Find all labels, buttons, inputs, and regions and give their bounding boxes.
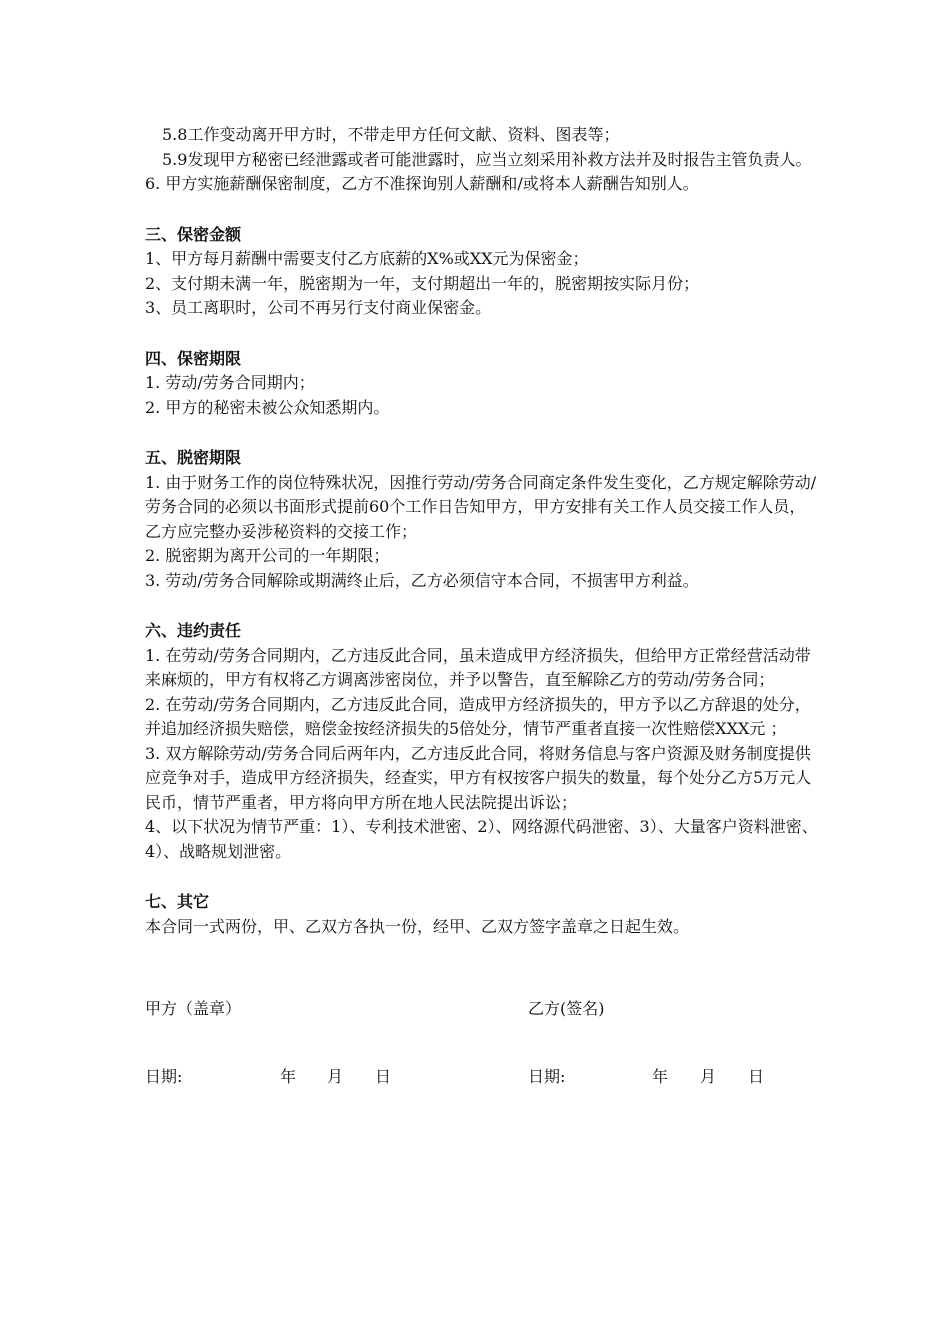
party-b-date-label: 日期: [528,1067,566,1086]
section-heading-liability: 六、违约责任 [145,621,242,640]
clause-3-3: 3、员工离职时，公司不再另行支付商业保密金。 [145,298,492,317]
clause-5-9: 5.9发现甲方秘密已经泄露或者可能泄露时，应当立刻采用补救方法并及时报告主管负责人。 [162,149,812,169]
clause-4-2: 2. 甲方的秘密未被公众知悉期内。 [145,397,390,417]
party-a-year-label: 年 [280,1067,297,1086]
clause-6-2: 2. 在劳动/劳务合同期内，乙方违反此合同，造成甲方经济损失的，甲方予以乙方辞退的处分，并追加经济损失赔偿，赔偿金按经济损失的5倍处分，情节严重者直接一次性赔偿XXX元 ； [145,694,811,738]
signature-row [145,997,820,1021]
clause-5-2: 2. 脱密期为离开公司的一年期限； [145,546,390,565]
clause-6: 6. 甲方实施薪酬保密制度，乙方不准探询别人薪酬和/或将本人薪酬告知别人。 [145,174,699,193]
clause-5-1: 1. 由于财务工作的岗位特殊状况，因推行劳动/劳务合同商定条件发生变化，乙方规定解除劳动/劳务合同的必须以书面形式提前60个工作日告知甲方，甲方安排有关工作人员交接工作人员，乙方应完整办妥涉秘资料的交接工作； [145,472,817,541]
clause-6-3: 3. 双方解除劳动/劳务合同后两年内，乙方违反此合同，将财务信息与客户资源及财务制度提供应竞争对手，造成甲方经济损失，经查实，甲方有权按客户损失的数量，每个处分乙方5万元人民币，情节严重者，甲方将向甲方所在地人民法院提出诉讼； [145,743,812,812]
clause-5-8: 5.8工作变动离开甲方时，不带走甲方任何文献、资料、图表等； [162,125,620,144]
party-a-day-label: 日 [375,1067,392,1086]
party-a-seal-label: 甲方（盖章） [145,999,242,1018]
clause-3-1: 1、甲方每月薪酬中需要支付乙方底薪的X%或XX元为保密金； [145,249,589,268]
document-page [145,123,820,1089]
clause-4-1: 1. 劳动/劳务合同期内； [145,373,315,392]
clause-6-1: 1. 在劳动/劳务合同期内，乙方违反此合同，虽未造成甲方经济损失，但给甲方正常经营活动带来麻烦的，甲方有权将乙方调离涉密岗位，并予以警告，直至解除乙方的劳动/劳务合同； [145,645,811,689]
section-heading-other: 七、其它 [145,892,210,911]
party-b-year-label: 年 [652,1067,669,1086]
clause-7-1: 本合同一式两份，甲、乙双方各执一份，经甲、乙双方签字盖章之日起生效。 [145,916,690,936]
section-heading-confidentiality-term: 四、保密期限 [145,348,242,368]
section-heading-confidentiality-amount: 三、保密金额 [145,224,242,244]
section-heading-declassification-term: 五、脱密期限 [145,448,242,467]
party-a-month-label: 月 [327,1067,344,1086]
party-b-signature-label: 乙方(签名) [528,999,605,1018]
party-a-date-label: 日期: [145,1067,183,1086]
date-row [145,1065,820,1089]
party-b-month-label: 月 [700,1067,717,1086]
party-b-day-label: 日 [748,1067,765,1086]
clause-3-2: 2、支付期未满一年，脱密期为一年，支付期超出一年的，脱密期按实际月份； [145,273,700,293]
clause-6-4: 4、以下状况为情节严重：1）、专利技术泄密、2）、网络源代码泄密、3）、大量客户资料泄密、4）、战略规划泄密。 [145,817,818,861]
clause-5-3: 3. 劳动/劳务合同解除或期满终止后，乙方必须信守本合同，不损害甲方利益。 [145,570,699,590]
